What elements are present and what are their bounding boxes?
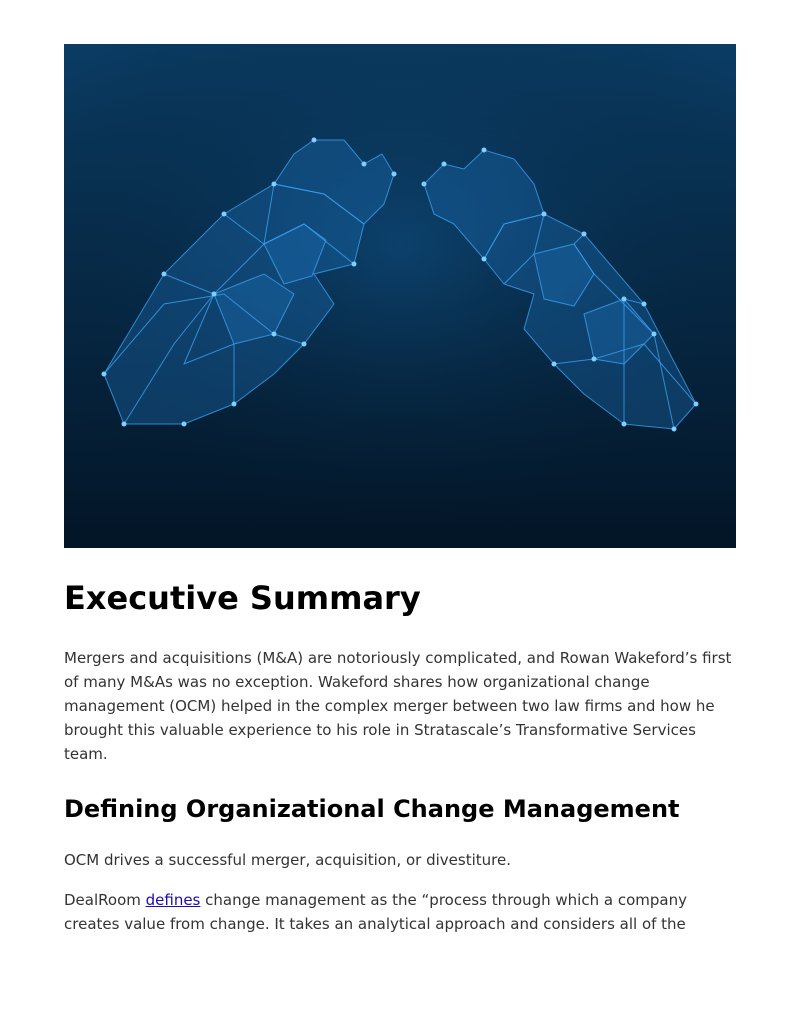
dealroom-paragraph [64, 888, 736, 936]
article-page [64, 44, 736, 936]
page-title: Executive Summary [64, 579, 421, 617]
section-heading: Defining Organizational Change Management [64, 795, 680, 823]
ocm-paragraph: OCM drives a successful merger, acquisition, or divestiture. [64, 851, 511, 869]
hero-image [64, 44, 736, 548]
dealroom-prefix: DealRoom [64, 891, 146, 909]
hero-illustration [64, 44, 736, 548]
intro-paragraph: Mergers and acquisitions (M&A) are notoriously complicated, and Rowan Wakeford’s first of many M&As was no exception. Wakeford shares how organizational change management (OCM) helped in the complex merger between two law firms and how he brought this valuable experience to his role in Stratascale’s Transformative Services team. [64, 649, 732, 763]
defines-link[interactable]: defines [145, 891, 201, 909]
dealroom-suffix: change management as the “process through which a company creates value from change. It takes an analytical approach and considers all of the [64, 891, 687, 933]
